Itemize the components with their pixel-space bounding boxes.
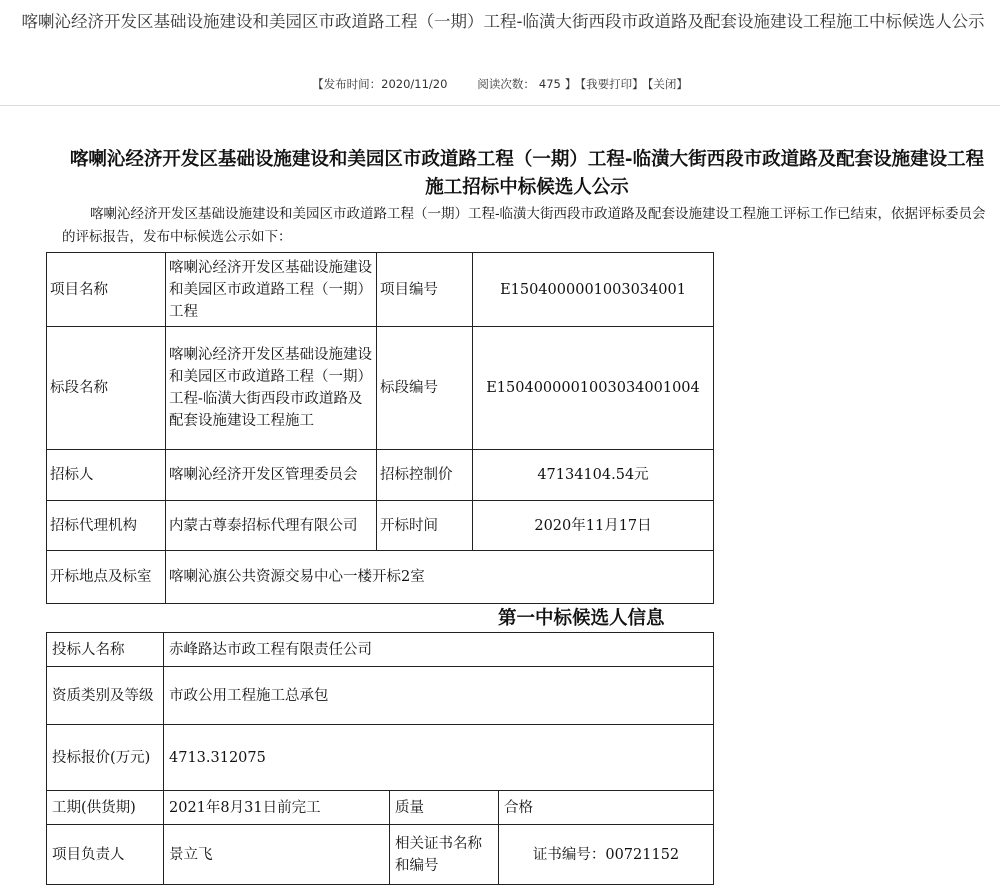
table-row — [47, 253, 714, 327]
bidder-value: 赤峰路达市政工程有限责任公司 — [164, 633, 714, 667]
project-code-value: E1504000001003034001 — [473, 253, 714, 327]
project-name-value: 喀喇沁经济开发区基础设施建设和美园区市政道路工程（一期）工程 — [166, 253, 377, 327]
section-name-label: 标段名称 — [47, 327, 166, 450]
project-name-label: 项目名称 — [47, 253, 166, 327]
table-row — [47, 633, 714, 667]
document-title: 喀喇沁经济开发区基础设施建设和美园区市政道路工程（一期）工程-临潢大街西段市政道路及配套设施建设工程施工招标中标候选人公示 — [69, 149, 985, 198]
qualification-label: 资质类别及等级 — [47, 667, 164, 725]
table-row — [47, 725, 714, 791]
location-label: 开标地点及标室 — [47, 551, 166, 604]
table-row — [47, 667, 714, 725]
certificate-value: 证书编号：00721152 — [499, 825, 714, 885]
print-link[interactable]: 【我要打印】 — [580, 77, 644, 91]
manager-value: 景立飞 — [164, 825, 390, 885]
views-label: 阅读次数： — [477, 77, 535, 91]
tenderer-value: 喀喇沁经济开发区管理委员会 — [166, 450, 377, 501]
period-value: 2021年8月31日前完工 — [164, 791, 390, 825]
tenderer-label: 招标人 — [47, 450, 166, 501]
page-title: 喀喇沁经济开发区基础设施建设和美园区市政道路工程（一期）工程-临潢大街西段市政道路及配套设施建设工程施工中标候选人公示 — [21, 12, 985, 31]
control-price-value: 47134104.54元 — [473, 450, 714, 501]
table-row — [47, 825, 714, 885]
location-value: 喀喇沁旗公共资源交易中心一楼开标2室 — [166, 551, 714, 604]
project-info-table — [46, 252, 714, 604]
publish-time: 【发布时间：2020/11/20 — [312, 77, 448, 91]
control-price-label: 招标控制价 — [377, 450, 473, 501]
agency-value: 内蒙古尊泰招标代理有限公司 — [166, 501, 377, 551]
bidder-label: 投标人名称 — [47, 633, 164, 667]
quality-value: 合格 — [499, 791, 714, 825]
meta-bar — [0, 76, 1000, 92]
section-code-label: 标段编号 — [377, 327, 473, 450]
certificate-label: 相关证书名称和编号 — [390, 825, 499, 885]
bid-price-label: 投标报价(万元) — [47, 725, 164, 791]
opening-time-label: 开标时间 — [377, 501, 473, 551]
views-close: 】 — [564, 77, 577, 91]
section-code-value: E1504000001003034001004 — [473, 327, 714, 450]
intro-paragraph: 喀喇沁经济开发区基础设施建设和美园区市政道路工程（一期）工程-临潢大街西段市政道路及配套设施建设工程施工评标工作已结束，依据评标委员会的评标报告，发布中标候选公示如下： — [62, 206, 986, 245]
qualification-value: 市政公用工程施工总承包 — [164, 667, 714, 725]
close-link[interactable]: 【关闭】 — [647, 77, 688, 91]
table-row — [47, 450, 714, 501]
table-row — [47, 551, 714, 604]
section-name-value: 喀喇沁经济开发区基础设施建设和美园区市政道路工程（一期）工程-临潢大街西段市政道路及配套设施建设工程施工 — [166, 327, 377, 450]
table-row — [47, 791, 714, 825]
quality-label: 质量 — [390, 791, 499, 825]
opening-time-value: 2020年11月17日 — [473, 501, 714, 551]
manager-label: 项目负责人 — [47, 825, 164, 885]
candidate-section-title: 第一中标候选人信息 — [498, 608, 665, 629]
period-label: 工期(供货期) — [47, 791, 164, 825]
project-code-label: 项目编号 — [377, 253, 473, 327]
candidate-table — [46, 632, 714, 885]
table-row — [47, 501, 714, 551]
page-header — [0, 0, 1000, 106]
bid-price-value: 4713.312075 — [164, 725, 714, 791]
table-row — [47, 327, 714, 450]
views-count: 475 — [538, 77, 561, 91]
agency-label: 招标代理机构 — [47, 501, 166, 551]
